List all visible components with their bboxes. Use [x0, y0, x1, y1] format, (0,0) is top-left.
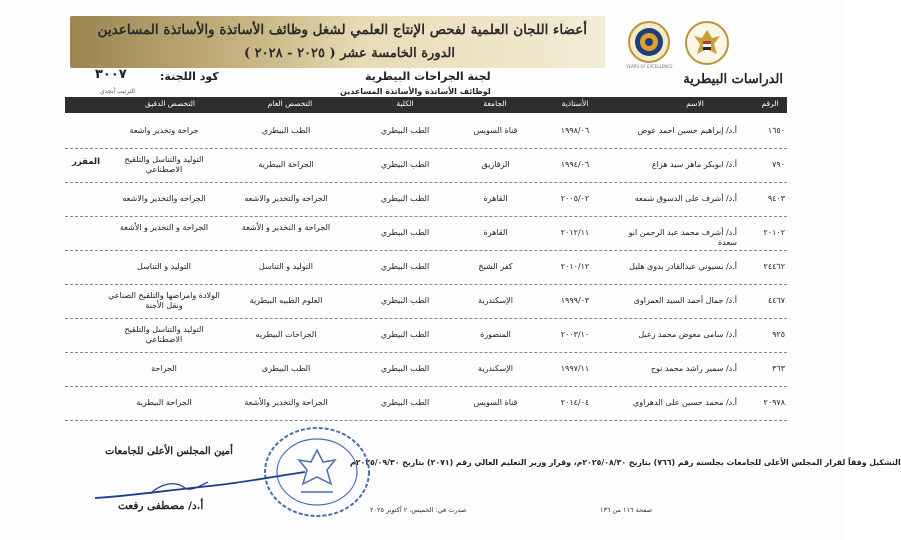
cell-university: كفر الشيخ — [478, 262, 513, 271]
positions-label: لوظائف الأساتذة والأساتذة المساعدين — [340, 87, 491, 96]
cell-general-spec: الطب البيطري — [261, 126, 311, 135]
table-row — [65, 352, 787, 387]
cell-general-spec: الجراحة البيطرية — [258, 160, 314, 169]
cell-name: أ.د/ سمير راشد محمد نوح — [650, 364, 737, 373]
cell-exact-spec: الولادة وامراضها والتلقيح الصناعي ونقل الأجنة — [108, 291, 220, 310]
cell-general-spec: العلوم الطبيه البيطرية — [249, 296, 323, 305]
cell-name: أ.د/ ابوبكر ماهر سيد هزاع — [651, 160, 737, 169]
committee-name: لجنة الجراحات البيطرية — [365, 70, 491, 83]
cell-faculty: الطب البيطري — [380, 160, 430, 169]
cell-name: أ.د/ أشرف على الدسوق شمعه — [634, 194, 737, 203]
secgen-title: أمين المجلس الأعلى للجامعات — [105, 446, 233, 457]
table-row — [65, 216, 787, 251]
cell-prof-date: ٢٠١٤/٠٤ — [560, 398, 590, 407]
eagle-emblem-icon — [684, 20, 730, 66]
page-number: صفحة ١١٦ من ١٣٦ — [600, 506, 653, 514]
cell-exact-spec: التوليد و التناسل — [137, 262, 191, 271]
cell-prof-date: ٢٠٠٥/٠٢ — [560, 194, 590, 203]
cell-num: ٢٠١٠٢ — [763, 228, 785, 237]
table-row — [65, 318, 787, 353]
cell-faculty: الطب البيطري — [380, 194, 430, 203]
cell-name: أ.د/ أشرف محمد عبد الرحمن ابو سعدة — [628, 228, 737, 247]
col-gen-header: التخصص العام — [267, 99, 313, 108]
cell-faculty: الطب البيطري — [380, 398, 430, 407]
excellence-logo-icon — [627, 20, 671, 64]
cell-general-spec: الجراحات البيطريه — [255, 330, 317, 339]
cell-num: ٣٦٣ — [772, 364, 785, 373]
col-name-header: الاسم — [686, 99, 704, 108]
cell-prof-date: ٢٠١٢/١١ — [560, 228, 590, 237]
cell-university: القاهرة — [483, 194, 508, 203]
cell-general-spec: الطب البيطرى — [261, 364, 311, 373]
cell-num: ٧٩٠ — [772, 160, 785, 169]
committee-code-value: ٣٠٠٧ — [95, 67, 127, 82]
col-spec-header: التخصص الدقيق — [145, 99, 195, 108]
committee-code-label: كود اللجنة: — [160, 70, 219, 83]
cell-num: ٩٤٠٣ — [767, 194, 785, 203]
cell-role: المقرر — [71, 157, 101, 167]
col-fac-header: الكلية — [396, 99, 414, 108]
cell-faculty: الطب البيطري — [380, 364, 430, 373]
table-row — [65, 284, 787, 319]
session-label: الدورة الخامسة عشر ( ٢٠٢٥ - ٢٠٢٨ ) — [243, 46, 455, 61]
header-banner — [70, 16, 605, 68]
cell-prof-date: ٢٠١٠/١٢ — [560, 262, 590, 271]
cell-general-spec: الجراحه والتخدير والاشعه — [244, 194, 328, 203]
logo-caption: YEARS OF EXCELLENCE — [626, 64, 673, 69]
cell-exact-spec: جراحة وتخدير واشعة — [129, 126, 199, 135]
cell-university: قناة السويس — [473, 398, 518, 407]
table-row — [65, 386, 787, 421]
cell-num: ٤٤٦٧ — [767, 296, 785, 305]
cell-prof-date: ١٩٩٩/٠٣ — [560, 296, 590, 305]
cell-num: ١٦٥٠ — [767, 126, 785, 135]
cell-university: الإسكندرية — [478, 364, 513, 373]
col-num-header: الرقم — [761, 99, 779, 108]
cell-faculty: الطب البيطري — [380, 228, 430, 237]
col-uni-header: الجامعة — [483, 99, 507, 108]
table-row — [65, 250, 787, 285]
cell-university: قناة السويس — [473, 126, 518, 135]
cell-faculty: الطب البيطري — [380, 262, 430, 271]
issue-date: صدرت في: الخميس، ٢ أكتوبر ٢٠٢٥ — [370, 506, 467, 514]
cell-exact-spec: الجراحه والتخدير والاشعه — [122, 194, 206, 203]
order-note: الترتيب أبجدي — [100, 88, 135, 95]
cell-prof-date: ١٩٩٧/١١ — [560, 364, 590, 373]
cell-name: أ.د/ جمال أحمد السيد العمراوى — [633, 296, 737, 305]
cell-name: أ.د/ سامى معوض محمد زعبل — [638, 330, 737, 339]
cell-exact-spec: الجراحة و التخدير و الأشعة — [119, 223, 209, 232]
cell-general-spec: الجراحة والتخدير والأشعة — [244, 398, 328, 407]
page-title: أعضاء اللجان العلمية لفحص الإنتاج العلمي لشغل وظائف الأساتذة والأساتذة المساعدين — [97, 22, 587, 38]
cell-name: أ.د/ إبراهيم حسين احمد عوض — [637, 126, 737, 135]
decree-note: التشكيل وفقاً لقرار المجلس الأعلى للجامعات بجلسته رقم (٧٦٦) بتاريخ ٢٠٢٥/٠٨/٣٠م، وقرار وزير التعليم العالي رقم (٢٠٧١) بتاريخ ٢٠٢٥/٠٩/٣٠م — [350, 458, 901, 467]
cell-name: أ.د/ بسيوني عبدالقادر بدوى هليل — [629, 262, 737, 271]
cell-general-spec: الجراحة و التخدير و الأشعة — [241, 223, 331, 232]
table-row — [65, 148, 787, 183]
cell-university: المنصورة — [480, 330, 511, 339]
cell-university: الإسكندرية — [478, 296, 513, 305]
cell-prof-date: ١٩٩٨/٠٦ — [560, 126, 590, 135]
cell-faculty: الطب البيطري — [380, 330, 430, 339]
table-header — [65, 97, 787, 113]
cell-exact-spec: الجراحة — [151, 364, 177, 373]
col-prof-header: الأستاذية — [561, 99, 589, 108]
secgen-name: أ.د/ مصطفى رفعت — [118, 500, 204, 512]
cell-general-spec: التوليد و التناسل — [259, 262, 313, 271]
cell-num: ٢٤٤٦٢ — [763, 262, 785, 271]
cell-num: ٩٢٥ — [772, 330, 785, 339]
cell-faculty: الطب البيطري — [380, 296, 430, 305]
cell-faculty: الطب البيطري — [380, 126, 430, 135]
cell-university: الزقازيق — [481, 160, 510, 169]
table-row — [65, 182, 787, 217]
cell-prof-date: ١٩٩٤/٠٦ — [560, 160, 590, 169]
table-row — [65, 114, 787, 149]
cell-exact-spec: التوليد والتناسل والتلقيح الاصطناعي — [124, 325, 204, 344]
cell-exact-spec: الجراحة البيطرية — [136, 398, 192, 407]
cell-university: القاهرة — [483, 228, 508, 237]
cell-num: ٢٠٩٧٨ — [763, 398, 785, 407]
cell-exact-spec: التوليد والتناسل والتلقيح الاصطناعي — [124, 155, 204, 174]
cell-name: أ.د/ محمد حسين على الدهراوي — [633, 398, 737, 407]
section-name: الدراسات البيطرية — [683, 72, 783, 87]
cell-prof-date: ٢٠٠٣/١٠ — [560, 330, 590, 339]
